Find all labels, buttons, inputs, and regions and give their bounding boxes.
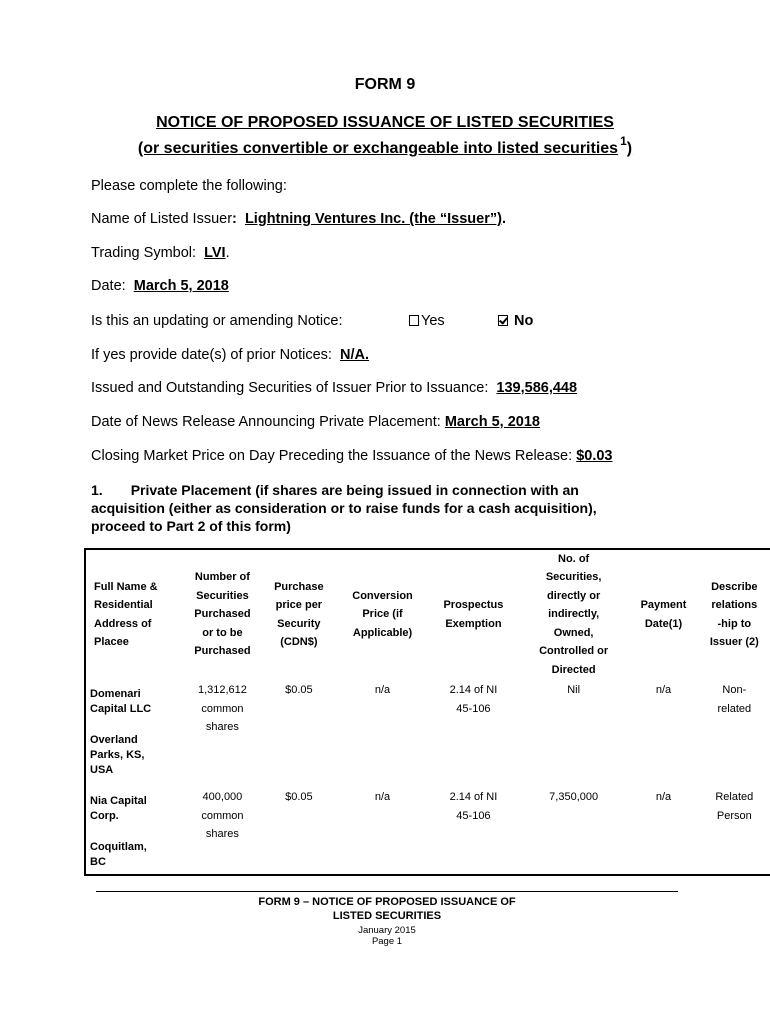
footnote-mark: 1	[620, 134, 627, 148]
issuer-period: .	[501, 211, 506, 227]
cell-placee: Nia Capital Corp. Coquitlam, BC	[90, 795, 147, 868]
section1-heading	[91, 481, 651, 535]
issuer-value: Lightning Ventures Inc. (the “Issuer”)	[244, 211, 502, 227]
col-header-price: Purchase price per Security (CDN$)	[274, 580, 324, 648]
col-header-owned: No. of Securities, directly or indirectly, Owned, Controlled or Directed	[539, 552, 609, 676]
table-header-row	[84, 548, 770, 681]
issuer-label: Name of Listed Issuer	[91, 211, 233, 227]
outstanding-field	[91, 380, 577, 396]
date-label: Date:	[91, 278, 126, 294]
cell-relationship: Related Person	[715, 791, 754, 822]
footer-page: Page 1	[371, 936, 403, 947]
footer-rule	[96, 891, 678, 892]
prior-value: N/A.	[340, 347, 370, 363]
news-label: Date of News Release Announcing Private Placement:	[91, 414, 441, 430]
table-row	[84, 788, 770, 874]
cell-placee: Domenari Capital LLC Overland Parks, KS, USA	[90, 688, 152, 776]
subtitle-text-1: NOTICE OF PROPOSED ISSUANCE OF LISTED SECURITIES	[156, 114, 614, 131]
table-bottom-rule	[84, 874, 770, 876]
col-header-number: Number of Securities Purchased or to be Purchased	[194, 571, 251, 658]
symbol-value: LVI	[204, 245, 226, 261]
col-header-name: Full Name & Residential Address of Placee	[94, 580, 158, 648]
cell-exemption: 2.14 of NI 45-106	[449, 684, 498, 715]
cell-relationship: Non- related	[717, 684, 752, 715]
cell-price: $0.05	[285, 684, 313, 696]
col-header-conversion: Conversion Price (if Applicable)	[352, 589, 413, 639]
prior-label: If yes provide date(s) of prior Notices:	[91, 347, 332, 363]
cell-payment: n/a	[655, 684, 672, 696]
cell-exemption: 2.14 of NI 45-106	[449, 791, 498, 822]
footer-date: January 2015	[358, 925, 416, 936]
form-subtitle-line1	[0, 114, 770, 132]
cell-conversion: n/a	[374, 791, 391, 803]
footer-line1: FORM 9 – NOTICE OF PROPOSED ISSUANCE OF	[258, 896, 516, 908]
cell-number: 1,312,612 common shares	[197, 684, 247, 733]
amend-label: Is this an updating or amending Notice:	[91, 313, 343, 329]
amend-yes-option[interactable]	[409, 313, 445, 329]
news-value: March 5, 2018	[444, 414, 540, 430]
symbol-label: Trading Symbol:	[91, 245, 197, 261]
section1-line2: acquisition (either as consideration or to raise funds for a cash acquisition),	[91, 500, 597, 516]
amend-no-option[interactable]	[498, 313, 533, 329]
col-header-relationship: Describe relations -hip to Issuer (2)	[709, 580, 759, 648]
intro-text: Please complete the following:	[91, 178, 287, 194]
footer-line2: LISTED SECURITIES	[332, 910, 442, 922]
date-value: March 5, 2018	[133, 278, 229, 294]
cell-conversion: n/a	[374, 684, 391, 696]
footer-title	[96, 895, 678, 923]
prior-field	[91, 347, 369, 363]
amend-no-label: No	[514, 313, 534, 329]
cell-owned: Nil	[567, 684, 581, 696]
footer-meta	[96, 925, 678, 947]
section1-number: 1.	[91, 482, 103, 498]
issuer-field	[91, 211, 506, 227]
col-header-payment: Payment Date(1)	[640, 599, 687, 630]
col-header-exemption: Prospectus Exemption	[443, 599, 504, 630]
form-subtitle-line2	[0, 134, 770, 158]
outstanding-value: 139,586,448	[496, 380, 578, 396]
cell-owned: 7,350,000	[549, 791, 599, 803]
subtitle-close: )	[626, 140, 633, 157]
table-row	[84, 681, 770, 788]
outstanding-label: Issued and Outstanding Securities of Issuer Prior to Issuance:	[91, 380, 489, 396]
closing-label: Closing Market Price on Day Preceding the Issuance of the News Release:	[91, 448, 573, 464]
section1-line3: proceed to Part 2 of this form)	[91, 518, 291, 534]
checkbox-unchecked-icon[interactable]	[409, 315, 419, 326]
form-title: FORM 9	[354, 76, 416, 93]
checkbox-checked-icon[interactable]	[498, 315, 508, 326]
symbol-period: .	[225, 245, 230, 261]
cell-payment: n/a	[655, 791, 672, 803]
closing-field	[91, 448, 612, 464]
section1-line1	[91, 481, 651, 499]
closing-value: $0.03	[576, 448, 613, 464]
cell-number: 400,000 common shares	[201, 791, 244, 840]
news-field	[91, 414, 540, 430]
placee-table	[84, 548, 770, 874]
date-field	[91, 278, 229, 294]
section1-heading-text: Private Placement (if shares are being issued in connection with an	[130, 482, 579, 498]
issuer-colon: :	[232, 211, 237, 227]
amend-yes-label: Yes	[421, 313, 445, 329]
cell-price: $0.05	[285, 791, 313, 803]
subtitle-text-2: (or securities convertible or exchangeable into listed securities	[137, 140, 619, 157]
symbol-field	[91, 245, 230, 261]
